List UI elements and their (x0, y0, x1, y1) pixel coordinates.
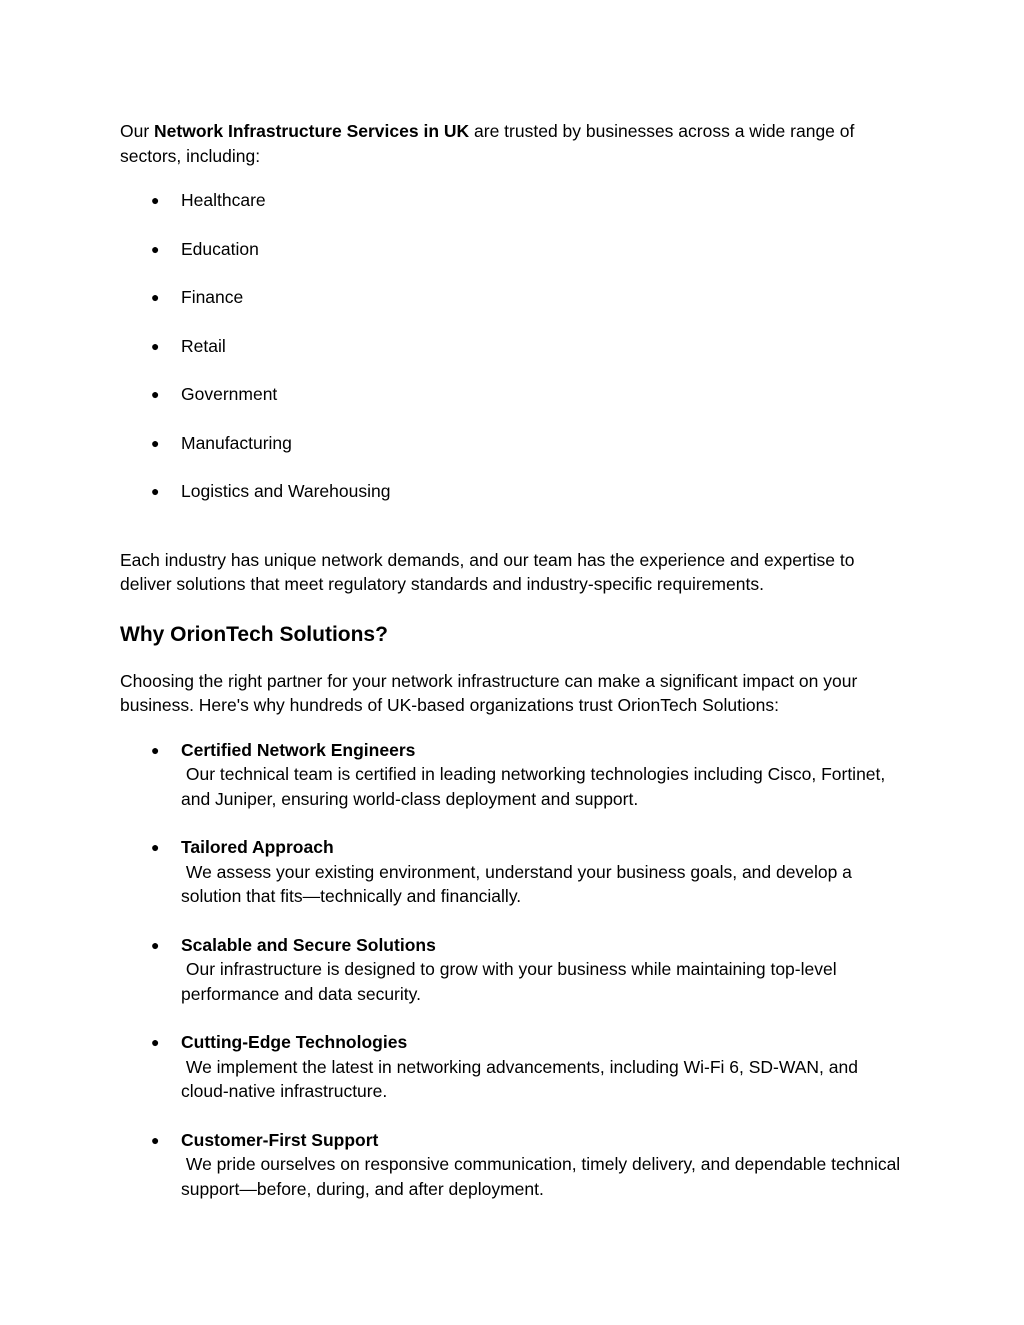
reason-description-text: Our infrastructure is designed to grow with your business while maintaining top-level performance and data security. (181, 959, 837, 1004)
bullet-icon: ● (151, 386, 160, 402)
sector-label: Retail (181, 335, 226, 356)
reason-title: Certified Network Engineers (181, 739, 416, 760)
sector-label: Government (181, 384, 278, 404)
intro-suffix: are trusted by businesses across a wide range of sectors, including: (120, 121, 855, 166)
industry-paragraph: Each industry has unique network demands, and our team has the experience and expertise to deliver solutions that meet regulatory standards and industry-specific requirements. (120, 549, 855, 594)
reason-title: Scalable and Secure Solutions (181, 934, 436, 955)
sector-list-item (120, 479, 910, 504)
intro-paragraph (120, 119, 910, 168)
reason-list-item (120, 738, 910, 812)
sector-list-item (120, 188, 910, 213)
sector-list-item (120, 334, 910, 359)
sector-list-item (120, 431, 910, 456)
reason-description-text: We pride ourselves on responsive communication, timely delivery, and dependable technical support—before, during, and after deployment. (181, 1154, 901, 1199)
sector-label: Manufacturing (181, 432, 292, 453)
reason-list-item (120, 1128, 910, 1202)
reason-description (181, 1055, 910, 1104)
reason-description (181, 762, 910, 811)
reason-title: Customer-First Support (181, 1129, 379, 1150)
bullet-icon: ● (151, 741, 160, 758)
bullet-icon: ● (151, 240, 160, 257)
bullet-icon: ● (151, 289, 160, 305)
section-heading: Why OrionTech Solutions? (120, 622, 388, 646)
bullet-icon: ● (151, 483, 160, 499)
bullet-icon: ● (151, 337, 160, 354)
bullet-icon: ● (151, 192, 160, 208)
bullet-icon: ● (151, 839, 160, 855)
intro-prefix: Our (120, 121, 155, 141)
reason-list-item (120, 933, 910, 1007)
reason-list (120, 738, 910, 1202)
bullet-icon: ● (151, 1034, 160, 1050)
reason-description (181, 1152, 910, 1201)
why-paragraph: Choosing the right partner for your network infrastructure can make a significant impact on your business. Here's why hundreds of UK-based organizations trust OrionTech Solutions: (120, 670, 858, 715)
reason-list-item (120, 1030, 910, 1104)
sector-label: Education (181, 238, 259, 259)
bullet-icon: ● (151, 1131, 160, 1148)
intro-bold-text: Network Infrastructure Services in UK (154, 121, 470, 141)
sector-list-item (120, 285, 910, 310)
reason-description-text: Our technical team is certified in leading networking technologies including Cisco, Fortinet, and Juniper, ensuring world-class deployment and support. (181, 764, 886, 809)
reason-title: Cutting-Edge Technologies (181, 1032, 408, 1052)
document-page (120, 119, 910, 1201)
bullet-icon: ● (151, 936, 160, 953)
sector-list (120, 188, 910, 504)
reason-description-text: We implement the latest in networking advancements, including Wi-Fi 6, SD-WAN, and cloud-native infrastructure. (181, 1056, 858, 1101)
sector-label: Logistics and Warehousing (181, 481, 391, 501)
reason-description-text: We assess your existing environment, understand your business goals, and develop a solution that fits—technically and financially. (181, 861, 852, 906)
reason-title: Tailored Approach (181, 837, 334, 857)
sector-list-item (120, 237, 910, 262)
reason-description (181, 957, 910, 1006)
sector-list-item (120, 382, 910, 407)
sector-label: Healthcare (181, 190, 266, 210)
sector-label: Finance (181, 287, 244, 307)
reason-description (181, 860, 910, 909)
bullet-icon: ● (151, 434, 160, 451)
reason-list-item (120, 835, 910, 909)
